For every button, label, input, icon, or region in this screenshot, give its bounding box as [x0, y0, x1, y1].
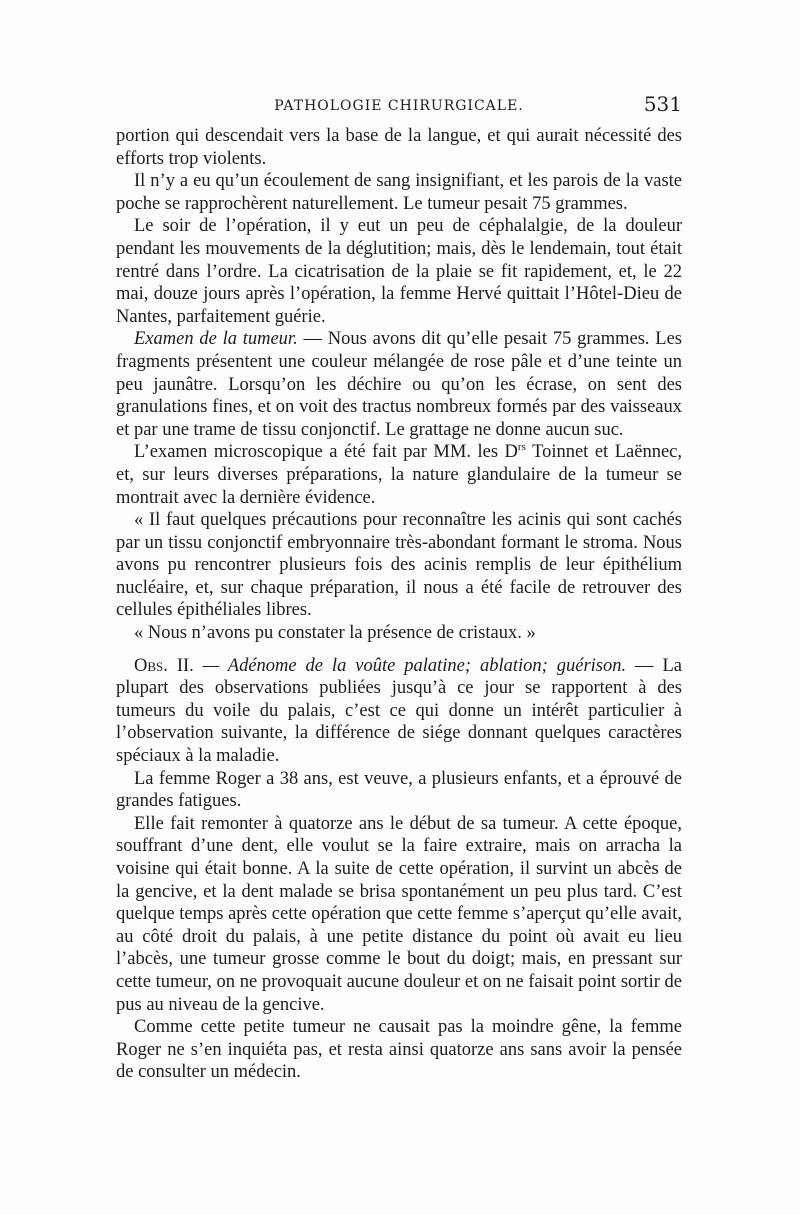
paragraph-text: Toinnet et Laënnec, et, sur leurs diverses préparations, la nature glandulaire de la tumeur se montrait avec la dernière évidence. [116, 442, 682, 508]
paragraph-continued: portion qui descendait vers la base de la langue, et qui aurait nécessité des efforts trop violents. [116, 126, 682, 169]
paragraph-microscopic [116, 441, 682, 509]
running-title: PATHOLOGIE CHIRURGICALE. [274, 98, 524, 114]
paragraph-text: — Nous avons dit qu’elle pesait 75 grammes. Les fragments présentent une couleur mélangée de rose pâle et d’une teinte un peu jaunâtre. Lorsqu’on les déchire ou qu’on les écrase, on sent des granulations fines, et on voit des tractus nombreux formés par des vaisseaux et par une trame de tissu conjonctif. Le grattage ne donne aucun suc. [116, 329, 682, 440]
observation-paragraph [116, 655, 682, 768]
paragraph: Elle fait remonter à quatorze ans le début de sa tumeur. A cette époque, souffrant d’une dent, elle voulut se la faire extraire, mais on arracha la voisine qui était bonne. A la suite de cette opération, il survint un abcès de la gencive, et la dent malade se brisa spontanément un peu plus tard. C’est quelque temps après cette opération que cette femme s’aperçut qu’elle avait, au côté droit du palais, à une petite distance du point où avait eu lieu l’abcès, une tumeur grosse comme le bout du doigt; mais, en pressant sur cette tumeur, on ne provoquait aucune douleur et on ne faisait point sortir de pus au niveau de la gencive. [116, 813, 682, 1015]
paragraph: La femme Roger a 38 ans, est veuve, a plusieurs enfants, et a éprouvé de grandes fatigues. [116, 768, 682, 812]
observation-label: Obs. II. [134, 655, 194, 676]
paragraph-quote: « Il faut quelques précautions pour reconnaître les acinis qui sont cachés par un tissu conjonctif embryonnaire très-abondant formant le stroma. Nous avons pu rencontrer plusieurs fois des acinis remplis de leur épithélium nucléaire, et, sur chaque préparation, il nous a été facile de retrouver des cellules épithéliales libres. [116, 510, 682, 621]
paragraph-text: — La plupart des observations publiées jusqu’à ce jour se rapportent à des tumeurs du voile du palais, c’est ce qui donne un intérêt particulier à l’observation suivante, la différence de siége donnant quelques caractères spéciaux à la maladie. [116, 655, 683, 767]
paragraph: Comme cette petite tumeur ne causait pas la moindre gêne, la femme Roger ne s’en inquiéta pas, et resta ainsi quatorze ans sans avoir la pensée de consulter un médecin. [116, 1017, 682, 1083]
page-number: 531 [643, 92, 682, 116]
observation-title: — Adénome de la voûte palatine; ablation; guérison. [193, 655, 627, 676]
page-body [116, 125, 682, 1084]
paragraph-quote: « Nous n’avons pu constater la présence de cristaux. » [134, 623, 536, 644]
section-heading-examen: Examen de la tumeur. [134, 329, 298, 350]
paragraph-examen [116, 328, 682, 441]
superscript: rs [517, 441, 526, 454]
paragraph-text: L’examen microscopique a été fait par MM. les D [134, 442, 518, 463]
paragraph: Le soir de l’opération, il y eut un peu de céphalalgie, de la douleur pendant les mouvements de la déglutition; mais, dès le lendemain, tout était rentré dans l’ordre. La cicatrisation de la plaie se fit rapidement, et, le 22 mai, douze jours après l’opération, la femme Hervé quittait l’Hôtel-Dieu de Nantes, parfaitement guérie. [116, 216, 682, 327]
paragraph: Il n’y a eu qu’un écoulement de sang insignifiant, et les parois de la vaste poche se rapprochèrent naturellement. Le tumeur pesait 75 grammes. [116, 171, 682, 214]
running-head [116, 92, 682, 120]
